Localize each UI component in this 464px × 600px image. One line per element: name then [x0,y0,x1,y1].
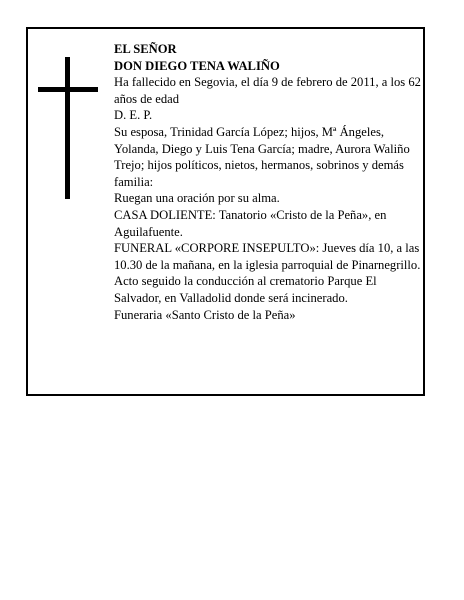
cross-icon [38,57,98,199]
cross-horizontal-bar [38,87,98,92]
obituary-notice [26,27,425,396]
deceased-name: DON DIEGO TENA WALIÑO [114,58,280,73]
family-list: Su esposa, Trinidad García López; hijos, Mª Ángeles, Yolanda, Diego y Luis Tena García; madre, Aurora Waliño Trejo; hijos políticos, nietos, hermanos, sobrinos y demás familia: [114,124,410,189]
cross-vertical-bar [65,57,70,199]
rip-text: D. E. P. [114,108,153,123]
notice-body [114,41,424,323]
funeral-home: Funeraria «Santo Cristo de la Peña» [114,307,296,322]
prayer-request: Ruegan una oración por su alma. [114,191,280,206]
death-info: Ha fallecido en Segovia, el día 9 de febrero de 2011, a los 62 años de edad [114,75,421,106]
funeral-info: FUNERAL «CORPORE INSEPULTO»: Jueves día 10, a las 10.30 de la mañana, en la iglesia parroquial de Pinarnegrillo. Acto seguido la conducción al crematorio Parque El Salvador, en Valladolid donde será incinerado. [114,241,421,305]
title-line-1: EL SEÑOR [114,42,177,56]
mourning-house: CASA DOLIENTE: Tanatorio «Cristo de la Peña», en Aguilafuente. [114,207,387,239]
